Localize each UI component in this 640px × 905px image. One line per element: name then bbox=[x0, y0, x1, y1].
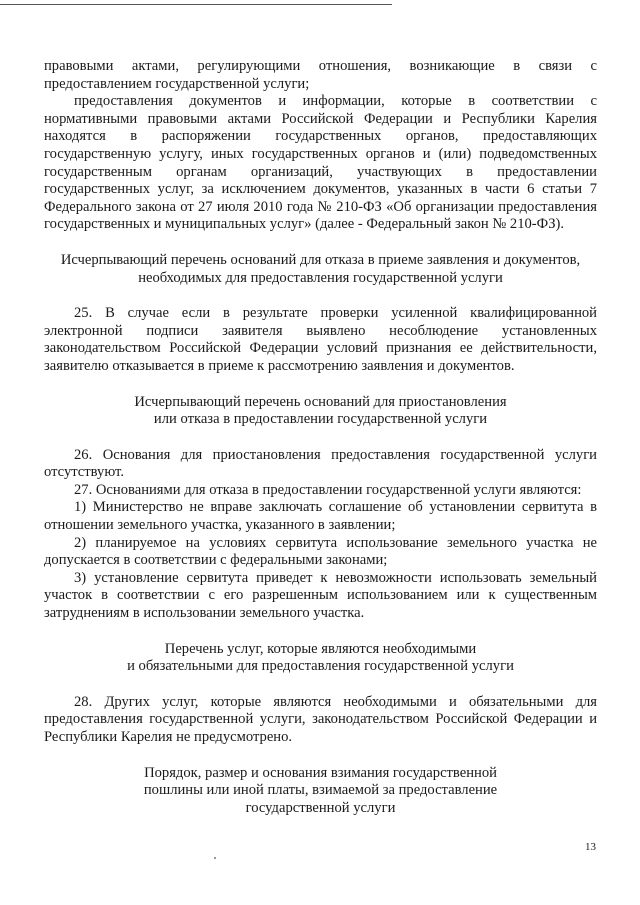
list-item-27-1: 1) Министерство не вправе заключать соглашение об установлении сервитута в отношении земельного участка, указанного в заявлении; bbox=[44, 499, 597, 534]
paragraph-28: 28. Других услуг, которые являются необходимыми и обязательными для предоставления государственной услуги, законодательством Российской Федерации и Республики Карелия не предусмотрено. bbox=[44, 693, 597, 745]
document-page bbox=[44, 58, 597, 817]
paragraph-documents-info: предоставления документов и информации, которые в соответствии с нормативными правовыми актами Российской Федерации и Республики Карелия находятся в распоряжении государственных органов, предоставляющих государственную услугу, иных государственных органов и (или) подведомственных государственным органам организаций, участвующих в предоставлении государственных услуг, за исключением документов, указанных в части 6 статьи 7 Федерального закона от 27 июля 2010 года № 210-ФЗ «Об организации предоставления государственных и муниципальных услуг» (далее - Федеральный закон № 210-ФЗ). bbox=[44, 93, 597, 233]
list-item-27-3: 3) установление сервитута приведет к невозможности использовать земельный участок в соответствии с его разрешенным использованием или к существенным затруднениям в использовании земельного участка. bbox=[44, 569, 597, 622]
paragraph-legal-acts: правовыми актами, регулирующими отношения, возникающие в связи с предоставлением государственной услуги; bbox=[44, 58, 597, 92]
page-number: 13 bbox=[585, 841, 596, 853]
heading-required-services bbox=[44, 641, 597, 676]
heading-refusal-reception bbox=[44, 252, 597, 287]
heading-line: государственной услуги bbox=[245, 799, 396, 816]
paragraph-27: 27. Основаниями для отказа в предоставлении государственной услуги являются: bbox=[74, 481, 582, 498]
heading-line: Порядок, размер и основания взимания государственной bbox=[144, 764, 497, 781]
top-border-line bbox=[0, 4, 392, 5]
paragraph-25: 25. В случае если в результате проверки усиленной квалифицированной электронной подписи заявителя выявлено несоблюдение установленных законодательством Российской Федерации условий признания ее действительности, заявителю отказывается в приеме к рассмотрению заявления и документов. bbox=[44, 305, 597, 374]
heading-line: Исчерпывающий перечень оснований для отказа в приеме заявления и документов, bbox=[60, 251, 581, 268]
paragraph-26: 26. Основания для приостановления предоставления государственной услуги отсутствуют. bbox=[44, 446, 597, 481]
heading-line: и обязательными для предоставления государственной услуги bbox=[127, 658, 514, 675]
heading-state-fee bbox=[44, 765, 597, 818]
heading-line: необходимых для предоставления государственной услуги bbox=[138, 269, 503, 286]
heading-suspension-refusal bbox=[44, 394, 597, 429]
scan-speck bbox=[214, 857, 216, 859]
heading-line: пошлины или иной платы, взимаемой за предоставление bbox=[143, 782, 498, 799]
heading-line: или отказа в предоставлении государственной услуги bbox=[153, 411, 488, 428]
heading-line: Перечень услуг, которые являются необходимыми bbox=[164, 640, 477, 657]
heading-line: Исчерпывающий перечень оснований для приостановления bbox=[134, 393, 507, 410]
list-item-27-2: 2) планируемое на условиях сервитута использование земельного участка не допускается в соответствии с федеральными законами; bbox=[44, 534, 597, 569]
